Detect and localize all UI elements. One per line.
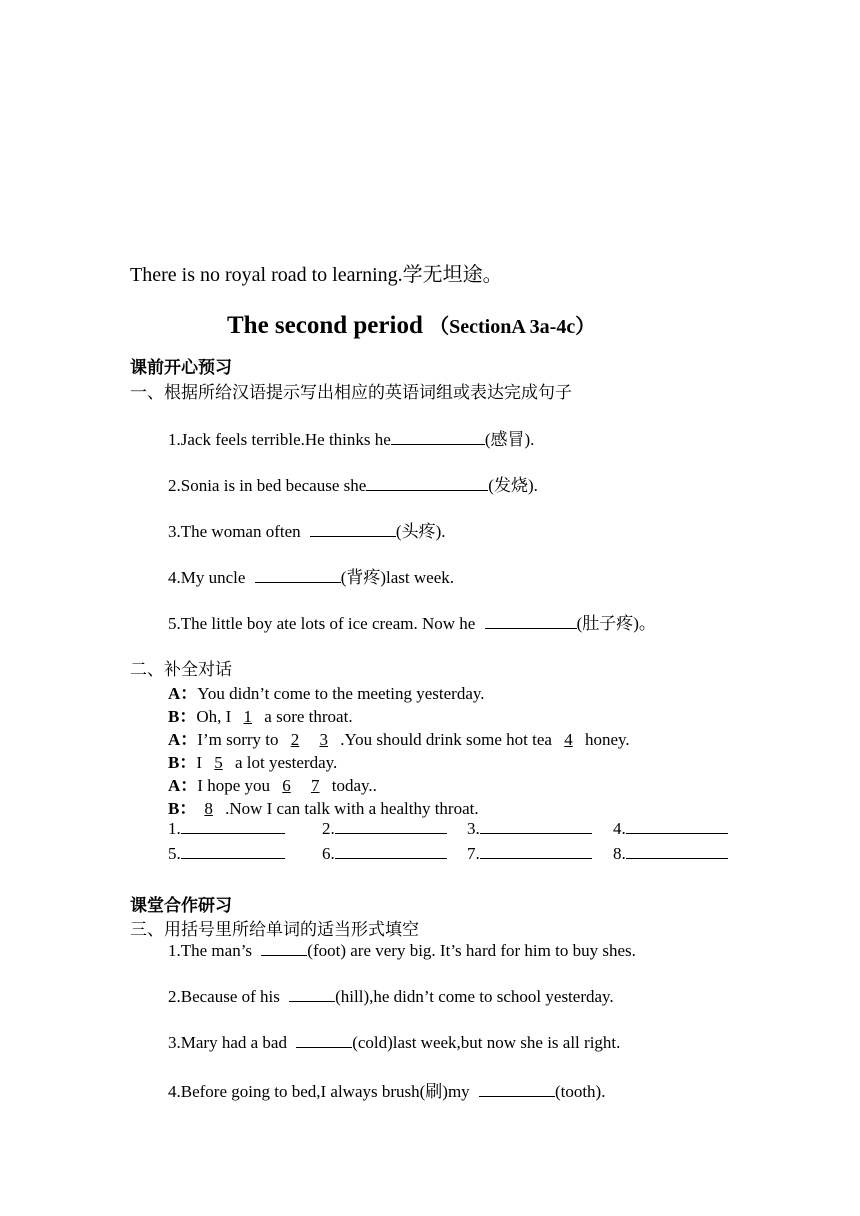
dialogue-text: a sore throat.: [260, 707, 353, 726]
title-main: The second period: [227, 312, 423, 339]
dialogue-line-3: [168, 725, 630, 750]
part1-item-1: [168, 425, 534, 450]
speaker-label: B：: [168, 799, 197, 818]
item-text: 3.Mary had a bad: [168, 1033, 292, 1052]
answer-7[interactable]: 7.: [467, 842, 613, 864]
dialogue-line-4: [168, 748, 337, 773]
dialogue-line-6: [168, 794, 479, 819]
part2-heading: 二、补全对话: [130, 660, 232, 680]
dialogue-text: I: [196, 753, 207, 772]
answer-5[interactable]: 5.: [168, 842, 322, 864]
part1-item-3: [168, 517, 445, 542]
item-text: 1.The man’s: [168, 941, 257, 960]
item-text: 3.The woman often: [168, 522, 305, 541]
dialogue-text: a lot yesterday.: [230, 753, 338, 772]
preview-heading: 课前开心预习: [130, 358, 232, 378]
item-text: 4.Before going to bed,I always brush(刷)my: [168, 1082, 474, 1101]
blank-number[interactable]: 1: [243, 707, 253, 726]
blank-number[interactable]: 7: [311, 776, 320, 795]
item-hint: (发烧).: [488, 476, 538, 495]
answer-blank[interactable]: [485, 612, 577, 629]
part3-item-1: [168, 939, 636, 961]
dialogue-text: .You should drink some hot tea: [336, 730, 557, 749]
dialogue-line-2: [168, 702, 353, 727]
answer-2[interactable]: 2.: [322, 817, 467, 839]
part3-heading: 三、用括号里所给单词的适当形式填空: [130, 920, 419, 940]
blank-number[interactable]: 6: [282, 776, 291, 795]
item-hint: (tooth).: [554, 1082, 606, 1101]
item-hint: (头疼).: [395, 522, 446, 541]
dialogue-text: I hope you: [197, 776, 275, 795]
answer-6[interactable]: 6.: [322, 842, 467, 864]
answer-blank[interactable]: [391, 428, 485, 445]
answer-blank[interactable]: [289, 985, 335, 1002]
dialogue-text: I’m sorry to: [197, 730, 283, 749]
part1-item-2: [168, 471, 538, 496]
answer-row-2: [168, 842, 728, 864]
speaker-label: B：: [168, 753, 197, 772]
item-text: 1.Jack feels terrible.He thinks he: [168, 430, 391, 449]
answer-4[interactable]: 4.: [613, 817, 728, 839]
answer-3[interactable]: 3.: [467, 817, 613, 839]
answer-blank[interactable]: [479, 1080, 555, 1097]
blank-number[interactable]: 4: [564, 730, 573, 749]
answer-blank[interactable]: [366, 474, 488, 491]
part3-item-3: [168, 1031, 620, 1053]
item-text: 5.The little boy ate lots of ice cream. Now he: [168, 614, 480, 633]
item-text: 2.Because of his: [168, 987, 285, 1006]
answer-8[interactable]: 8.: [613, 842, 728, 864]
answer-blank[interactable]: [261, 939, 307, 956]
dialogue-text: [307, 730, 311, 749]
page-title: [227, 310, 595, 340]
dialogue-line-5: [168, 771, 377, 796]
item-hint: (肚子疼)。: [576, 614, 656, 633]
item-hint: (背疼)last week.: [340, 568, 454, 587]
motto: There is no royal road to learning.学无坦途。: [130, 264, 503, 286]
part1-heading: 一、根据所给汉语提示写出相应的英语词组或表达完成句子: [130, 383, 572, 403]
part3-item-4: [168, 1077, 605, 1102]
speaker-label: A：: [168, 776, 198, 795]
item-hint: (foot) are very big. It’s hard for him to buy shes.: [307, 941, 636, 960]
speaker-label: A：: [168, 730, 198, 749]
part1-item-4: [168, 563, 454, 588]
item-hint: (cold)last week,but now she is all right.: [352, 1033, 621, 1052]
class-heading: 课堂合作研习: [130, 896, 232, 916]
item-hint: (hill),he didn’t come to school yesterday.: [335, 987, 614, 1006]
answer-blank[interactable]: [296, 1031, 352, 1048]
part3-item-2: [168, 985, 614, 1007]
dialogue-line-1: [168, 679, 485, 704]
answer-1[interactable]: 1.: [168, 817, 322, 839]
dialogue-text: honey.: [580, 730, 630, 749]
answer-blank[interactable]: [310, 520, 396, 537]
speaker-label: B：: [168, 707, 197, 726]
item-hint: (感冒).: [484, 430, 535, 449]
item-text: 2.Sonia is in bed because she: [168, 476, 367, 495]
blank-number[interactable]: 8: [204, 799, 213, 818]
blank-number[interactable]: 3: [319, 730, 328, 749]
blank-number[interactable]: 5: [214, 753, 223, 772]
title-sub: （SectionA 3a-4c）: [429, 316, 596, 338]
dialogue-text: today..: [327, 776, 377, 795]
dialogue-text: .Now I can talk with a healthy throat.: [220, 799, 479, 818]
answer-row-1: [168, 817, 728, 839]
item-text: 4.My uncle: [168, 568, 250, 587]
answer-blank[interactable]: [255, 566, 341, 583]
blank-number[interactable]: 2: [290, 730, 300, 749]
speaker-label: A：: [168, 684, 198, 703]
dialogue-text: Oh, I: [196, 707, 236, 726]
part1-item-5: [168, 609, 656, 634]
dialogue-text: You didn’t come to the meeting yesterday.: [197, 684, 485, 703]
